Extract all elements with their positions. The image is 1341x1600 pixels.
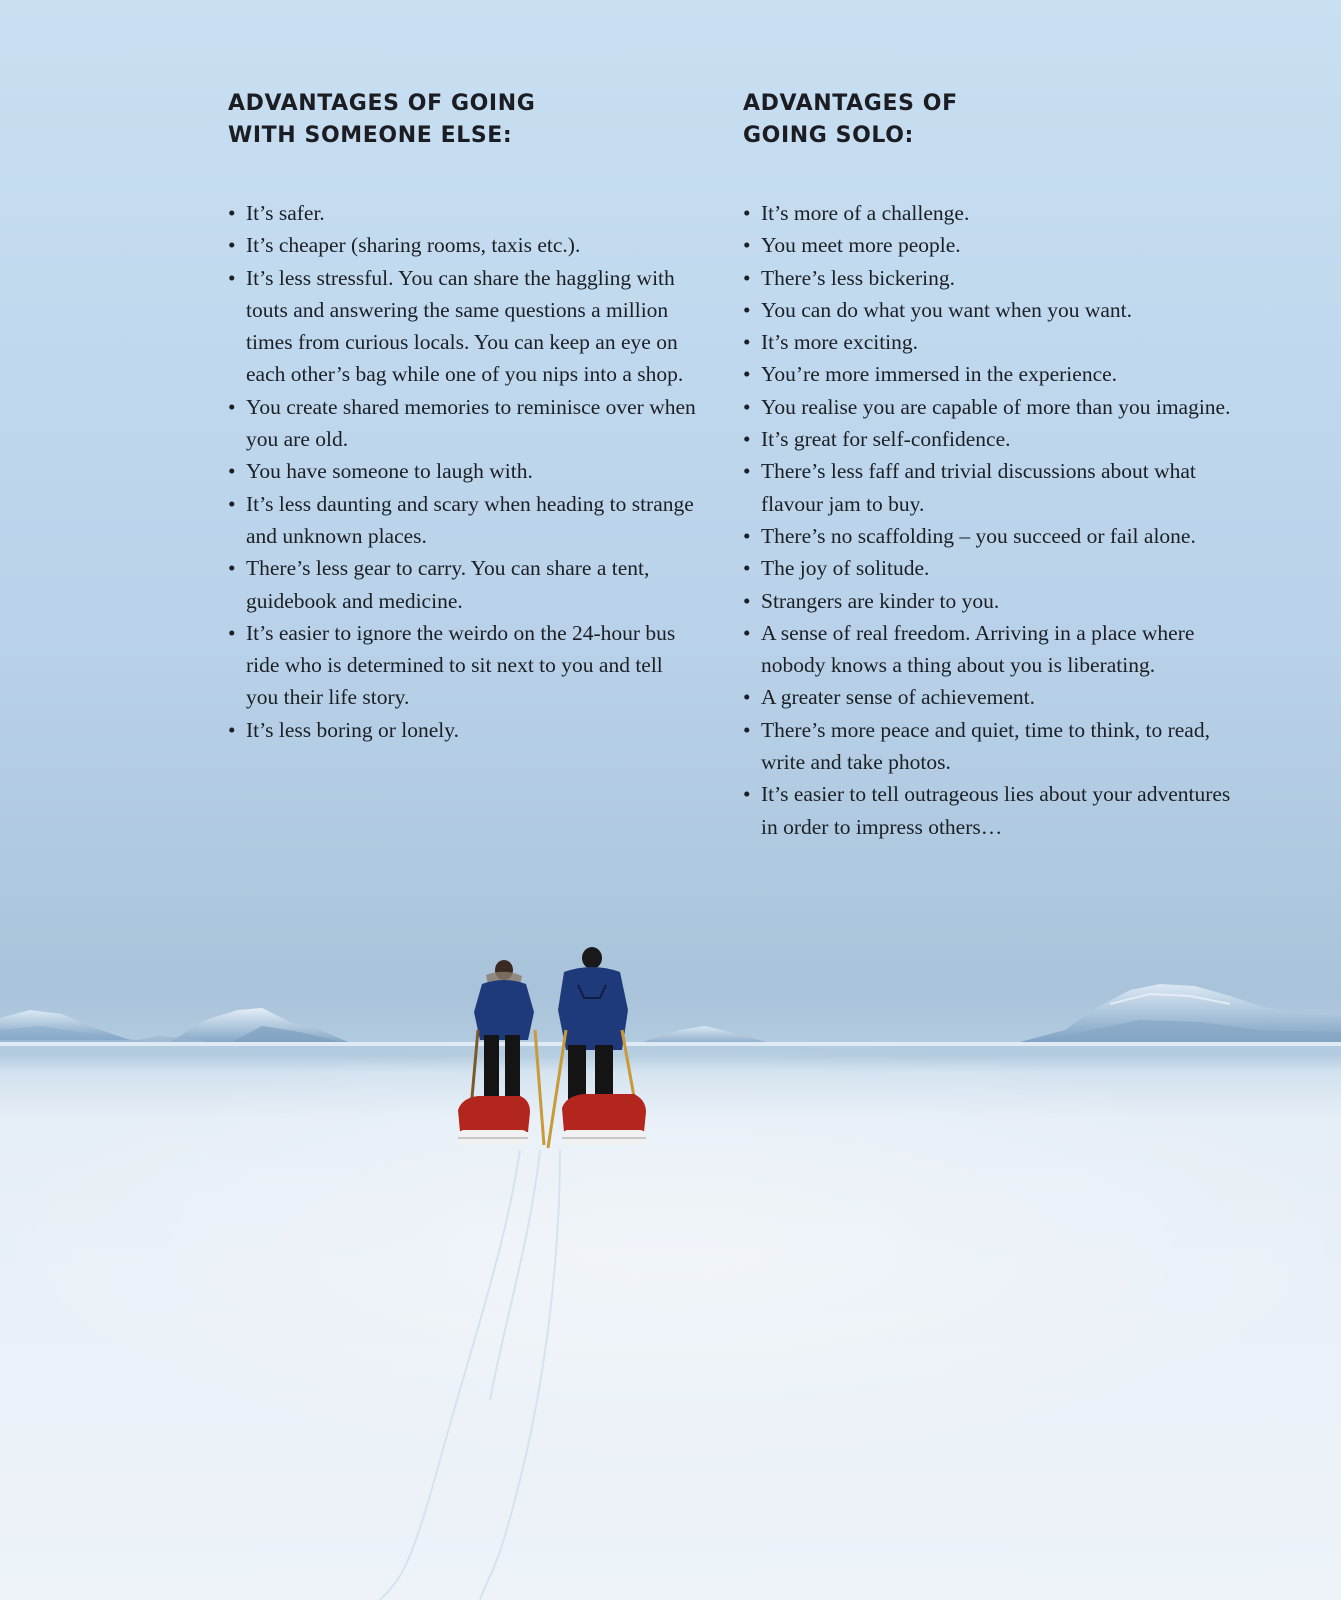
bullet-icon: • [743, 782, 751, 807]
sled-right [562, 1094, 646, 1145]
list-item-text: Strangers are kinder to you. [761, 588, 1000, 613]
list-item [743, 681, 1248, 713]
list-item [228, 552, 698, 617]
bullet-icon: • [743, 459, 751, 484]
list-item-text: It’s less daunting and scary when heading to strange and unknown places. [246, 491, 694, 548]
list-item [743, 423, 1248, 455]
list-item-text: The joy of solitude. [761, 556, 930, 581]
bullet-icon: • [743, 556, 751, 581]
bullet-icon: • [228, 717, 236, 742]
bullet-icon: • [743, 685, 751, 710]
list-item-text: You have someone to laugh with. [246, 459, 533, 484]
bullet-icon: • [228, 265, 236, 290]
list-item-text: It’s more exciting. [761, 330, 919, 355]
bullet-icon: • [743, 330, 751, 355]
bullet-icon: • [743, 362, 751, 387]
bullet-icon: • [743, 717, 751, 742]
list-item-text: It’s safer. [246, 201, 325, 225]
list-item [743, 326, 1248, 358]
bullet-icon: • [228, 556, 236, 581]
list-item-text: A sense of real freedom. Arriving in a place where nobody knows a thing about you is liberating. [761, 620, 1195, 678]
list-item-text: You’re more immersed in the experience. [761, 362, 1118, 387]
list-item-text: A greater sense of achievement. [761, 685, 1035, 710]
list-with-someone-else [228, 197, 698, 746]
heading-with-someone-else: ADVANTAGES OF GOING WITH SOMEONE ELSE: [228, 91, 536, 148]
list-item-text: It’s less boring or lonely. [246, 717, 459, 742]
list-item [743, 262, 1248, 294]
list-item-text: It’s cheaper (sharing rooms, taxis etc.). [246, 233, 581, 258]
list-item [743, 714, 1248, 779]
list-item-text: It’s easier to tell outrageous lies about your adventures in order to impress others… [761, 782, 1231, 839]
list-item [743, 552, 1248, 584]
mountains-right [1020, 984, 1341, 1042]
list-item-text: There’s less gear to carry. You can share a tent, guidebook and medicine. [246, 556, 650, 613]
bullet-icon: • [743, 620, 751, 645]
list-item [228, 197, 698, 229]
list-item [228, 617, 698, 714]
list-item [743, 197, 1248, 229]
list-item [743, 358, 1248, 390]
bullet-icon: • [743, 233, 751, 258]
list-item-text: There’s more peace and quiet, time to think, to read, write and take photos. [761, 717, 1210, 775]
list-item [228, 229, 698, 261]
list-item [743, 778, 1248, 843]
list-item-text: It’s easier to ignore the weirdo on the 24-hour bus ride who is determined to sit next to you and tell you their life story. [246, 620, 676, 710]
list-item [743, 294, 1248, 326]
bullet-icon: • [228, 233, 236, 258]
snow-haze [0, 1030, 1341, 1470]
list-item-text: You realise you are capable of more than you imagine. [761, 394, 1231, 419]
list-item [743, 229, 1248, 261]
bullet-icon: • [743, 588, 751, 613]
bullet-icon: • [743, 394, 751, 419]
bullet-icon: • [228, 394, 236, 419]
bullet-icon: • [228, 459, 236, 484]
bullet-icon: • [743, 201, 751, 225]
bullet-icon: • [743, 523, 751, 548]
list-item-text: There’s less faff and trivial discussions about what flavour jam to buy. [761, 459, 1196, 516]
bullet-icon: • [228, 201, 236, 225]
list-item [228, 488, 698, 553]
list-item-text: There’s no scaffolding – you succeed or fail alone. [761, 523, 1196, 548]
list-item-text: You can do what you want when you want. [761, 297, 1133, 322]
bullet-icon: • [743, 297, 751, 322]
bullet-icon: • [228, 491, 236, 516]
list-item-text: You meet more people. [761, 233, 961, 258]
list-item-text: There’s less bickering. [761, 265, 956, 290]
sled-left [458, 1096, 530, 1144]
bullet-icon: • [743, 265, 751, 290]
list-item-text: It’s less stressful. You can share the haggling with touts and answering the same questions a million times from curious locals. You can keep an eye on each other’s bag while one of you nips into a shop. [246, 265, 684, 387]
list-item [743, 391, 1248, 423]
list-item-text: You create shared memories to reminisce over when you are old. [246, 394, 696, 452]
mountains-left [0, 1008, 348, 1044]
list-item [228, 391, 698, 456]
list-item-text: It’s more of a challenge. [761, 201, 970, 225]
list-item [743, 585, 1248, 617]
list-item [743, 455, 1248, 520]
list-item [743, 520, 1248, 552]
list-going-solo [743, 197, 1248, 843]
heading-going-solo: ADVANTAGES OF GOING SOLO: [743, 91, 958, 148]
list-item-text: It’s great for self-confidence. [761, 427, 1011, 452]
bullet-icon: • [743, 427, 751, 452]
list-item [743, 617, 1248, 682]
list-item [228, 714, 698, 746]
list-item [228, 262, 698, 391]
list-item [228, 455, 698, 487]
bullet-icon: • [228, 620, 236, 645]
